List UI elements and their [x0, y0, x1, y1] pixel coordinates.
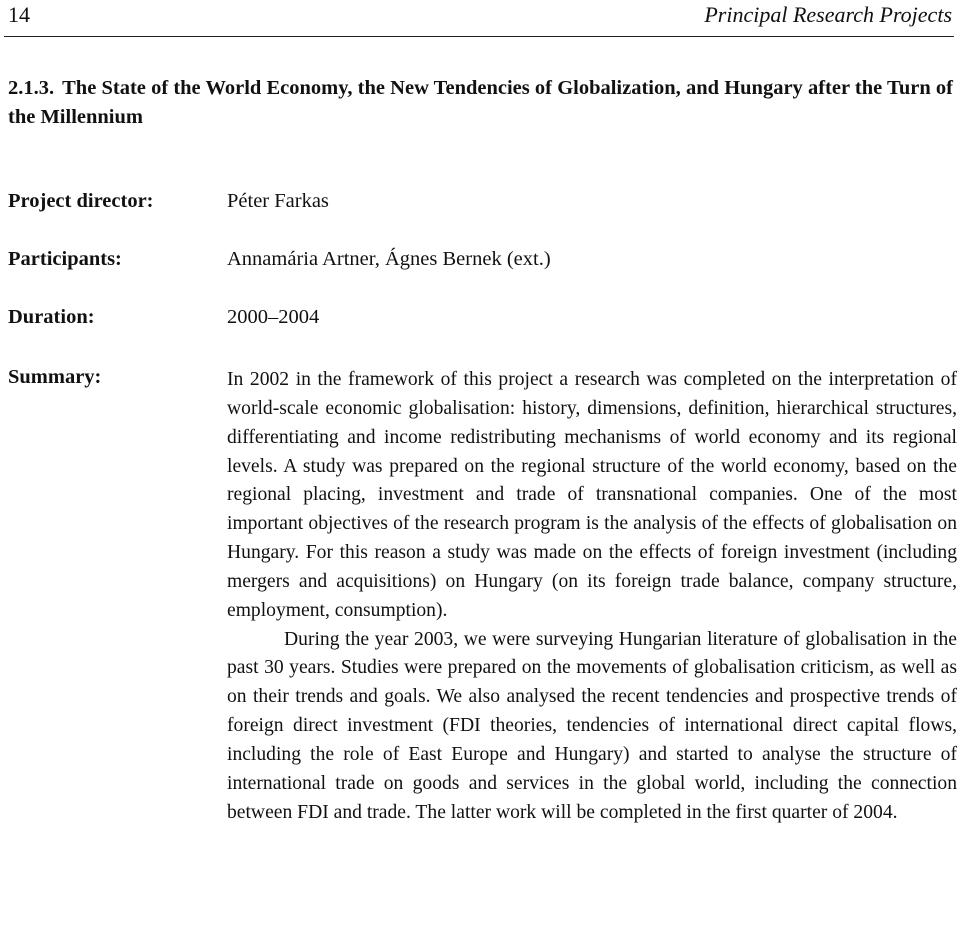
project-director-label: Project director: [8, 190, 154, 212]
project-director-value: Péter Farkas [227, 190, 329, 212]
running-header [4, 0, 954, 37]
section-title: The State of the World Economy, the New Tendencies of Globalization, and Hungary after the Turn of the Millennium [8, 77, 953, 128]
section-heading [8, 74, 953, 132]
summary-text [227, 366, 957, 828]
summary-paragraph: During the year 2003, we were surveying Hungarian literature of globalisation in the past 30 years. Studies were prepared on the movements of globalisation criticism, as well as on their trends and goals. We also analysed the recent tendencies and prospective trends of foreign direct investment (FDI theories, tendencies of international direct capital flows, including the role of East Europe and Hungary) and started to analyse the structure of international trade on goods and services in the global world, including the connection between FDI and trade. The latter work will be completed in the first quarter of 2004. [227, 628, 957, 823]
participants-value: Annamária Artner, Ágnes Bernek (ext.) [227, 248, 551, 270]
section-number: 2.1.3. [8, 77, 55, 99]
duration-label: Duration: [8, 306, 95, 328]
summary-label: Summary: [8, 366, 102, 388]
duration-value: 2000–2004 [227, 306, 320, 328]
summary-paragraph: In 2002 in the framework of this project a research was completed on the interpretation of world-scale economic globalisation: history, dimensions, definition, hierarchical structures, differentiating and income redistributing mechanisms of world economy and its regional levels. A study was prepared on the regional structure of the world economy, based on the regional placing, investment and trade of transnational companies. One of the most important objectives of the research program is the analysis of the effects of globalisation on Hungary. For this reason a study was made on the effects of foreign investment (including mergers and acquisitions) on Hungary (on its foreign trade balance, company structure, employment, consumption). [227, 369, 957, 621]
running-title: Principal Research Projects [704, 2, 952, 27]
participants-label: Participants: [8, 248, 122, 270]
page-number: 14 [8, 2, 30, 27]
